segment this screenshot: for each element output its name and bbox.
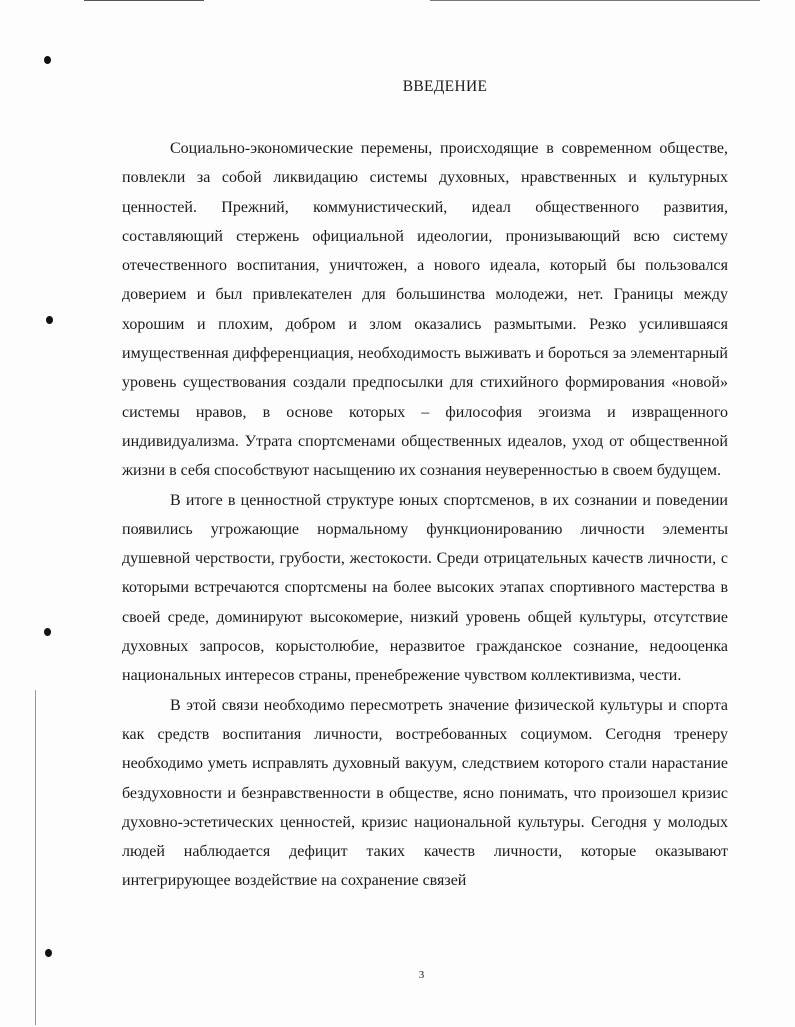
paragraph: В итоге в ценностной структуре юных спортсменов, в их сознании и поведении появились угрожающие нормальному функционированию личности элементы душевной черствости, грубости, жестокости. Среди отрицательных качеств личности, с которыми встречаются спортсмены на более высоких этапах спортивного мастерства в своей среде, доминируют высокомерие, низкий уровень общей культуры, отсутствие духовных запросов, корыстолюбие, неразвитое гражданское сознание, недооценка национальных интересов страны, пренебрежение чувством коллективизма, чести. bbox=[122, 491, 728, 685]
paragraph: Социально-экономические перемены, происходящие в современном обществе, повлекли за собой ликвидацию системы духовных, нравственных и культурных ценностей. Прежний, коммунистический, идеал общественного развития, составляющий стержень официальной идеологии, пронизывающий всю систему отечественного воспитания, уничтожен, а нового идеала, который бы пользовался доверием и был привлекателен для большинства молодежи, нет. Границы между хорошим и плохим, добром и злом оказались размытыми. Резко усилившаяся имущественная дифференциация, необходимость выживать и бороться за элементарный уровень существования создали предпосылки для стихийного формирования «новой» системы нравов, в основе которых – философия эгоизма и извращенного индивидуализма. Утрата спортсменами общественных идеалов, уход от общественной жизни в себя способствуют насыщению их сознания неуверенностью в своем будущем. bbox=[122, 140, 728, 480]
punch-hole-mark bbox=[44, 628, 51, 636]
punch-hole-mark bbox=[44, 56, 51, 64]
scan-artifact-line bbox=[84, 0, 204, 1]
body-text bbox=[122, 134, 728, 896]
section-heading: ВВЕДЕНИЕ bbox=[402, 78, 488, 95]
scan-artifact-line bbox=[430, 0, 760, 1]
page-number: 3 bbox=[418, 969, 425, 981]
punch-hole-mark bbox=[45, 949, 52, 957]
paragraph: В этой связи необходимо пересмотреть значение физической культуры и спорта как средств воспитания личности, востребованных социумом. Сегодня тренеру необходимо уметь исправлять духовный вакуум, следствием которого стали нарастание бездуховности и безнравственности в обществе, ясно понимать, что произошел кризис духовно-эстетических ценностей, кризис национальной культуры. Сегодня у молодых людей наблюдается дефицит таких качеств личности, которые оказывают интегрирующее воздействие на сохранение связей bbox=[122, 696, 728, 890]
punch-hole-mark bbox=[46, 316, 53, 324]
